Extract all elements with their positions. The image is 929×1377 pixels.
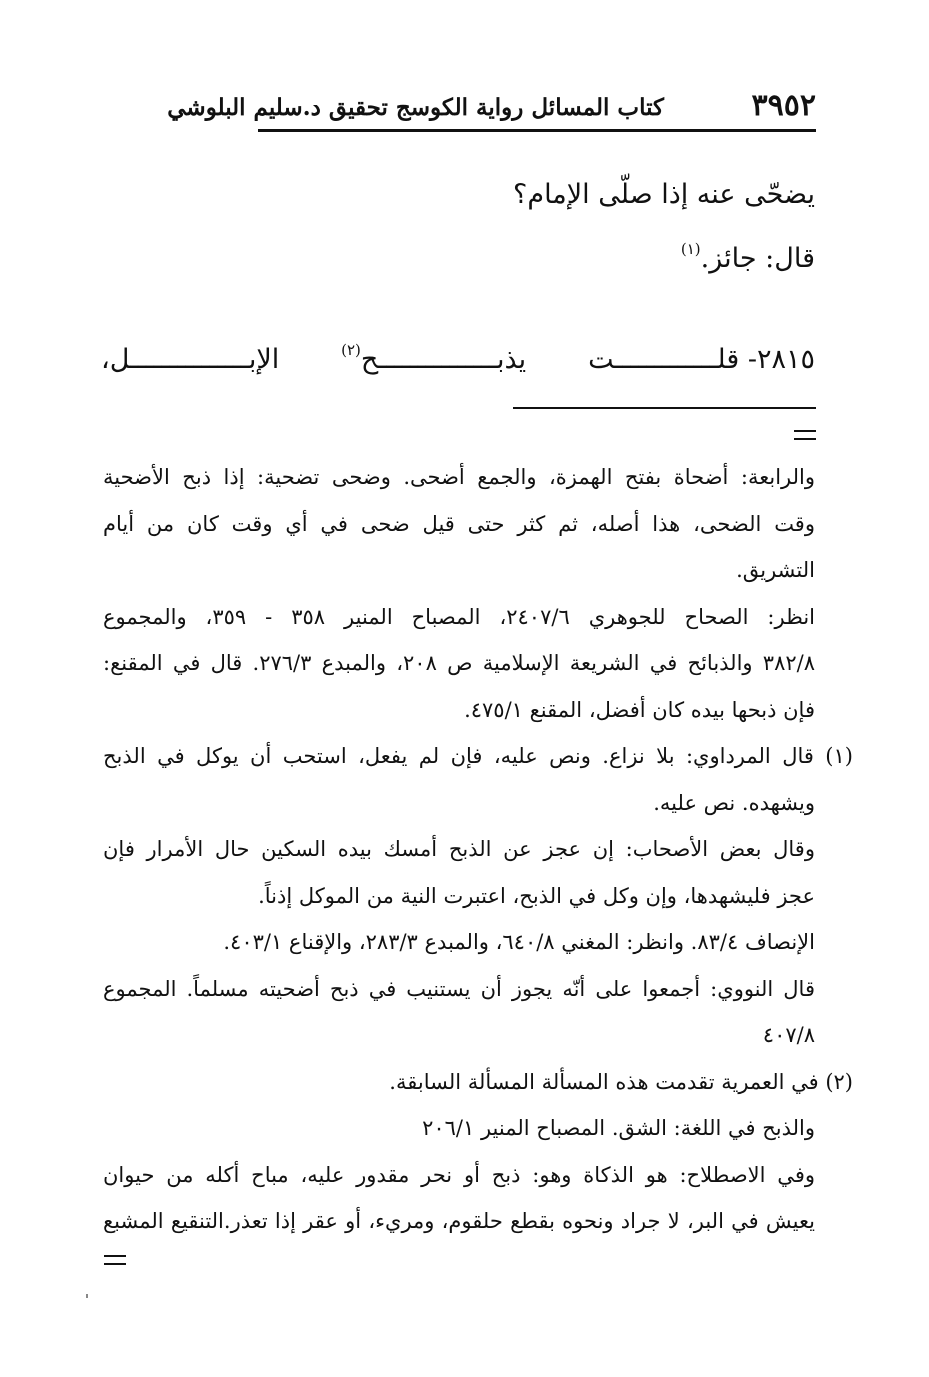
- footnote-separator: [513, 407, 816, 409]
- header-rule: [258, 129, 816, 132]
- footnote-line: قال النووي: أجمعوا على أنّه يجوز أن يستنيب في ذبح أضحيته مسلماً. المجموع: [103, 976, 815, 1001]
- footnote-line: يعيش في البر، لا جراد ونحوه بقطع حلقوم، ومريء، أو عقر إذا تعذر.التنقيع المشبع: [103, 1209, 815, 1233]
- continuation-mark-top: [794, 430, 816, 440]
- footnote-line: فإن ذبحها بيده كان أفضل، المقنع ٤٧٥/١.: [464, 697, 815, 722]
- page-header: [167, 88, 816, 128]
- footnote-1-start: (١) قال المرداوي: بلا نزاع. ونص عليه، فإن لم يفعل، استحب أن يوكل في الذبح: [103, 744, 853, 768]
- main-text-line-1: يضحّى عنه إذا صلّى الإمام؟: [513, 179, 815, 210]
- page-number: ٣٩٥٢: [751, 88, 816, 123]
- answer-text: قال: جائز.: [700, 243, 815, 274]
- footnote-line: عجز فليشهدها، وإن وكل في الذبح، اعتبرت النية من الموكل إذناً.: [258, 883, 815, 908]
- footnote-line: وقت الضحى، هذا أصله، ثم كثر حتى قيل ضحى في أي وقت كان من أيام: [103, 511, 815, 536]
- footnote-line: والذبح في اللغة: الشق. المصباح المنير ٢٠٦/١: [422, 1116, 815, 1140]
- issue-word-slaughter: يذبـــــــــــــــح$^{(٢)}$: [341, 341, 527, 375]
- footnote-line: انظر: الصحاح للجوهري ٢٤٠٧/٦، المصباح المنير ٣٥٨ - ٣٥٩، والمجموع: [103, 604, 815, 629]
- main-text-line-2: [255, 222, 815, 286]
- footnote-ref-1: (١): [680, 240, 701, 258]
- footnote-line: والرابعة: أضحاة بفتح الهمزة، والجمع أضحى. وضحى تضحية: إذا ذبح الأضحية: [103, 465, 815, 489]
- footnote-ref-2: (٢): [341, 341, 361, 359]
- footnote-line: الإنصاف ٨٣/٤. وانظر: المغني ٦٤٠/٨، والمبدع ٢٨٣/٣، والإقناع ٤٠٣/١.: [223, 930, 815, 954]
- scan-speck: [86, 1294, 88, 1298]
- continuation-mark-bottom: [104, 1255, 126, 1265]
- issue-word-camels: الإبـــــــــــــــل،: [101, 344, 280, 375]
- running-title: كتاب المسائل رواية الكوسج تحقيق د.سليم البلوشي: [167, 94, 664, 121]
- footnote-2-start: (٢) في العمرية تقدمت هذه المسألة المسألة السابقة.: [389, 1069, 853, 1094]
- footnote-line: وقال بعض الأصحاب: إن عجز عن الذبح أمسك بيده السكين حال الأمرار فإن: [103, 837, 815, 861]
- footnote-line: ويشهده. نص عليه.: [653, 790, 815, 815]
- footnotes-block: [103, 454, 853, 1245]
- footnote-line: ٤٠٧/٨: [762, 1023, 815, 1047]
- issue-heading: [101, 326, 815, 384]
- footnote-line: ٣٨٢/٨ والذبائح في الشريعة الإسلامية ص ٢٠٨، والمبدع ٢٧٦/٣. قال في المقنع:: [103, 651, 815, 675]
- footnote-line: التشريق.: [736, 558, 815, 582]
- footnote-line: وفي الاصطلاح: هو الذكاة وهو: ذبح أو نحر مقدور عليه، مباح أكله من حيوان: [103, 1162, 815, 1187]
- issue-number-said: ٢٨١٥- قلـــــــــــــت: [588, 344, 815, 375]
